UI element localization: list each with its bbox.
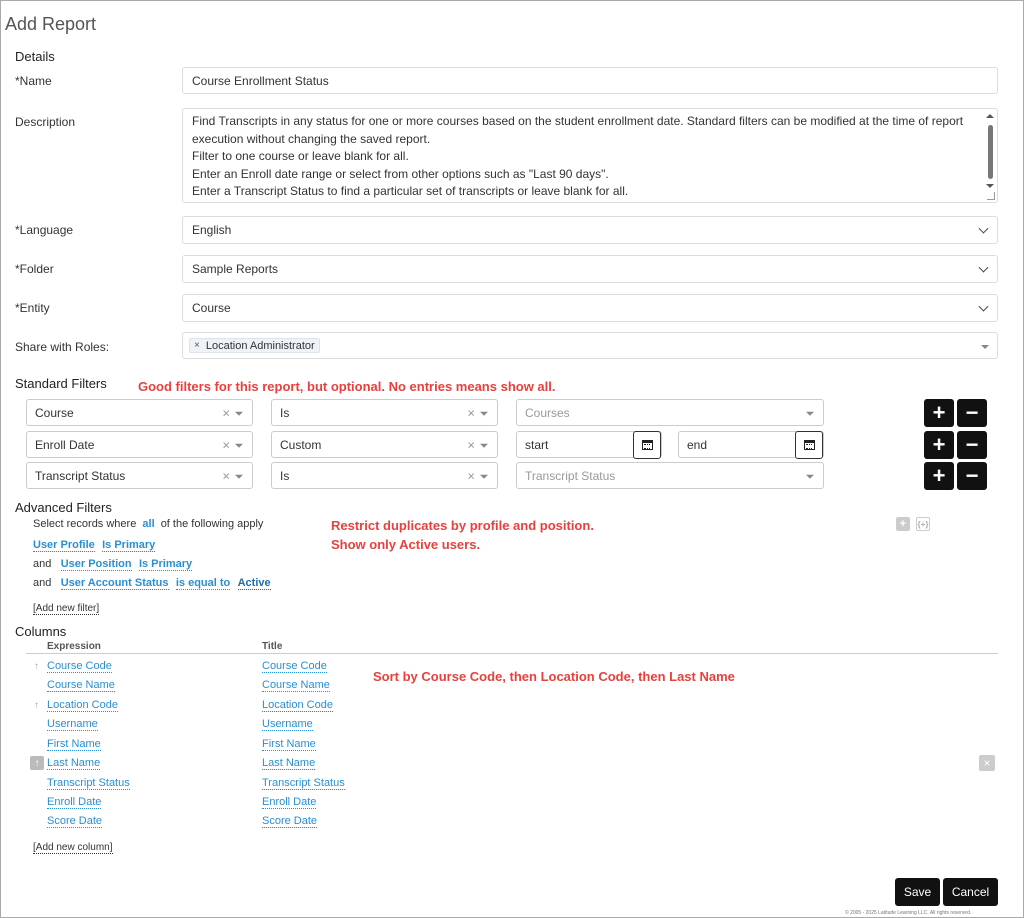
advanced-condition bbox=[33, 575, 271, 589]
condition-field-link[interactable]: User Account Status bbox=[60, 577, 169, 589]
column-expression-link[interactable]: First Name bbox=[47, 738, 101, 750]
chevron-down-icon bbox=[979, 263, 989, 273]
column-title-link[interactable]: Last Name bbox=[262, 757, 316, 769]
description-textarea[interactable] bbox=[182, 108, 998, 203]
column-title-link[interactable]: Location Code bbox=[262, 699, 333, 711]
filter-operator-value: Is bbox=[280, 468, 290, 483]
delete-column-icon[interactable]: × bbox=[979, 755, 995, 771]
condition-connector: and bbox=[33, 577, 52, 589]
role-tag-label: Location Administrator bbox=[205, 339, 315, 352]
resize-grip-icon[interactable] bbox=[987, 192, 995, 200]
courses-select[interactable] bbox=[516, 399, 824, 426]
caret-down-icon bbox=[235, 443, 243, 447]
transcript-status-select[interactable] bbox=[516, 462, 824, 489]
remove-filter-button[interactable]: − bbox=[957, 431, 987, 459]
scroll-thumb[interactable] bbox=[988, 125, 993, 179]
page-title: Add Report bbox=[5, 14, 97, 34]
chevron-down-icon bbox=[979, 224, 989, 234]
columns-title: Columns bbox=[15, 624, 67, 639]
caret-down-icon bbox=[235, 474, 243, 478]
folder-select[interactable] bbox=[182, 255, 998, 283]
details-section-title: Details bbox=[15, 49, 55, 64]
courses-placeholder: Courses bbox=[525, 405, 570, 420]
quantifier-link[interactable]: all bbox=[142, 518, 155, 530]
condition-operator-link[interactable]: is equal to bbox=[175, 577, 231, 589]
description-line: Enter a Transcript Status to find a particular set of transcripts or leave blank for all. bbox=[192, 184, 629, 198]
condition-value-link[interactable]: Active bbox=[237, 577, 271, 589]
caret-down-icon bbox=[981, 345, 989, 349]
cancel-button[interactable]: Cancel bbox=[943, 878, 998, 906]
sort-ascending-icon[interactable]: ↑ bbox=[34, 661, 39, 672]
columns-note: Sort by Course Code, then Location Code, then Last Name bbox=[373, 669, 735, 684]
column-title-link[interactable]: Course Code bbox=[262, 660, 327, 672]
filter-operator-value: Custom bbox=[280, 437, 322, 452]
add-group-icon[interactable]: {+} bbox=[916, 517, 930, 531]
caret-down-icon bbox=[806, 411, 814, 415]
column-expression-link[interactable]: Enroll Date bbox=[47, 796, 102, 808]
clear-icon[interactable]: × bbox=[222, 405, 230, 420]
standard-filters-note: Good filters for this report, but optional. No entries means show all. bbox=[138, 379, 556, 394]
entity-select[interactable] bbox=[182, 294, 998, 322]
clear-icon[interactable]: × bbox=[222, 468, 230, 483]
advanced-filters-note-1: Restrict duplicates by profile and position. bbox=[331, 518, 594, 533]
description-label: Description bbox=[15, 115, 76, 129]
advanced-filters-title: Advanced Filters bbox=[15, 500, 112, 515]
condition-field-link[interactable]: User Profile bbox=[33, 539, 95, 551]
calendar-icon[interactable] bbox=[633, 431, 661, 459]
caret-down-icon bbox=[480, 474, 488, 478]
filter-field-value: Course bbox=[35, 405, 74, 420]
column-expression-link[interactable]: Score Date bbox=[47, 815, 103, 827]
column-title-link[interactable]: Enroll Date bbox=[262, 796, 317, 808]
scroll-up-icon[interactable] bbox=[986, 114, 994, 118]
footer-copyright: © 2005 - 2025 Latitude Learning LLC. All rights reserved. bbox=[845, 910, 972, 916]
add-new-filter-link[interactable]: [Add new filter] bbox=[33, 603, 100, 614]
remove-filter-button[interactable]: − bbox=[957, 462, 987, 490]
title-header: Title bbox=[262, 641, 283, 652]
column-expression-link[interactable]: Location Code bbox=[47, 699, 118, 711]
add-filter-button[interactable]: + bbox=[924, 462, 954, 490]
column-title-link[interactable]: Username bbox=[262, 718, 313, 730]
filter-field-select[interactable] bbox=[26, 431, 253, 458]
condition-operator-link[interactable]: Is Primary bbox=[138, 558, 193, 570]
end-date-placeholder: end bbox=[687, 437, 708, 452]
column-expression-link[interactable]: Transcript Status bbox=[47, 777, 130, 789]
filter-operator-select[interactable] bbox=[271, 462, 498, 489]
column-expression-link[interactable]: Course Code bbox=[47, 660, 112, 672]
name-label: *Name bbox=[15, 74, 52, 88]
filter-field-value: Enroll Date bbox=[35, 437, 95, 452]
transcript-status-placeholder: Transcript Status bbox=[525, 468, 616, 483]
sort-ascending-icon[interactable]: ↑ bbox=[30, 756, 44, 770]
condition-field-link[interactable]: User Position bbox=[60, 558, 132, 570]
sort-ascending-icon[interactable]: ↑ bbox=[34, 700, 39, 711]
entity-select-value: Course bbox=[192, 301, 231, 315]
column-expression-link[interactable]: Last Name bbox=[47, 757, 101, 769]
clear-icon[interactable]: × bbox=[222, 437, 230, 452]
column-title-link[interactable]: Course Name bbox=[262, 679, 330, 691]
name-input-value: Course Enrollment Status bbox=[192, 73, 329, 88]
share-roles-select[interactable] bbox=[182, 332, 998, 359]
clear-icon[interactable]: × bbox=[467, 437, 475, 452]
standard-filters-title: Standard Filters bbox=[15, 376, 107, 391]
intro-prefix: Select records where bbox=[33, 518, 137, 530]
condition-connector: and bbox=[33, 558, 52, 570]
filter-field-select[interactable] bbox=[26, 462, 253, 489]
column-title-link[interactable]: First Name bbox=[262, 738, 316, 750]
entity-label: *Entity bbox=[15, 301, 50, 315]
add-condition-icon[interactable]: + bbox=[896, 517, 910, 531]
clear-icon[interactable]: × bbox=[467, 405, 475, 420]
column-title-link[interactable]: Score Date bbox=[262, 815, 318, 827]
description-line: execution without changing the saved report. bbox=[192, 131, 431, 146]
caret-down-icon bbox=[806, 474, 814, 478]
folder-label: *Folder bbox=[15, 262, 54, 276]
advanced-filters-note-2: Show only Active users. bbox=[331, 537, 481, 552]
intro-suffix: of the following apply bbox=[160, 518, 264, 530]
start-date-input[interactable] bbox=[516, 431, 662, 458]
filter-operator-select[interactable] bbox=[271, 399, 498, 426]
name-input[interactable] bbox=[182, 67, 998, 94]
add-filter-button[interactable]: + bbox=[924, 431, 954, 459]
column-expression-link[interactable]: Username bbox=[47, 718, 98, 730]
remove-filter-button[interactable]: − bbox=[957, 399, 987, 427]
tag-remove-icon[interactable]: × bbox=[194, 340, 200, 351]
expression-header: Expression bbox=[47, 641, 101, 652]
end-date-input[interactable] bbox=[678, 431, 824, 458]
filter-operator-value: Is bbox=[280, 405, 290, 420]
description-line: Filter to one course or leave blank for all. bbox=[192, 149, 409, 163]
description-line: Find Transcripts in any status for one or more courses based on the student enrollment date. Standard filters can be modified at the time of report bbox=[192, 114, 964, 128]
folder-select-value: Sample Reports bbox=[192, 262, 279, 276]
advanced-filters-intro bbox=[33, 518, 263, 530]
condition-operator-link[interactable]: Is Primary bbox=[102, 539, 156, 551]
columns-header-divider bbox=[26, 653, 998, 654]
caret-down-icon bbox=[235, 411, 243, 415]
filter-field-select[interactable] bbox=[26, 399, 253, 426]
chevron-down-icon bbox=[979, 302, 989, 312]
save-button[interactable]: Save bbox=[895, 878, 940, 906]
advanced-condition bbox=[33, 537, 155, 551]
filter-operator-select[interactable] bbox=[271, 431, 498, 458]
add-new-column-link[interactable]: [Add new column] bbox=[33, 842, 113, 853]
share-roles-label: Share with Roles: bbox=[15, 340, 110, 354]
language-select-value: English bbox=[192, 223, 232, 237]
language-select[interactable] bbox=[182, 216, 998, 244]
role-tag bbox=[189, 338, 320, 353]
column-expression-link[interactable]: Course Name bbox=[47, 679, 115, 691]
column-title-link[interactable]: Transcript Status bbox=[262, 777, 345, 789]
caret-down-icon bbox=[480, 411, 488, 415]
calendar-icon[interactable] bbox=[795, 431, 823, 459]
description-line: Enter an Enroll date range or select from other options such as "Last 90 days". bbox=[192, 166, 609, 181]
caret-down-icon bbox=[480, 443, 488, 447]
description-scrollbar[interactable] bbox=[985, 111, 995, 200]
scroll-down-icon[interactable] bbox=[986, 184, 994, 188]
filter-field-value: Transcript Status bbox=[35, 468, 126, 483]
clear-icon[interactable]: × bbox=[467, 468, 475, 483]
advanced-condition bbox=[33, 556, 192, 570]
add-filter-button[interactable]: + bbox=[924, 399, 954, 427]
start-date-placeholder: start bbox=[525, 437, 549, 452]
language-label: *Language bbox=[15, 223, 74, 237]
